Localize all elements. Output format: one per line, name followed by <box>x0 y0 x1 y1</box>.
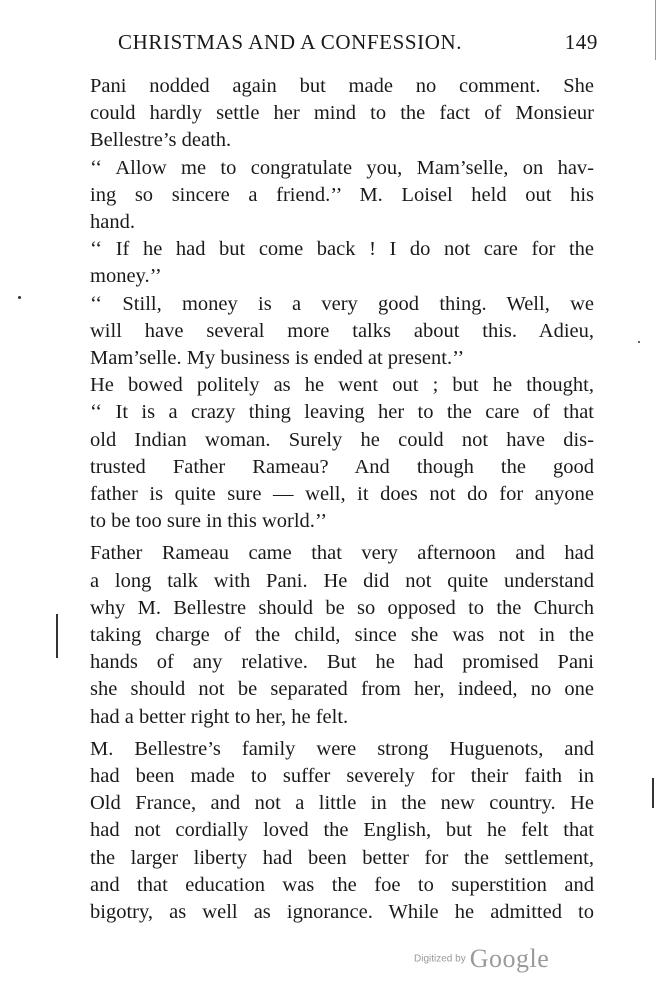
digitized-by-google-watermark <box>414 944 549 974</box>
paragraph-2 <box>68 155 594 237</box>
google-logo: Google <box>469 944 550 973</box>
page-number: 149 <box>564 30 598 54</box>
paragraph-1 <box>68 73 594 155</box>
text-line: bigotry, as well as ignorance. While he admitted to <box>90 901 594 924</box>
text-line: ing so sincere a friend.’’ M. Loisel held out his <box>90 183 594 206</box>
text-line: taking charge of the child, since she was not in the <box>90 624 594 647</box>
text-line: ‘‘ If he had but come back ! I do not care for the <box>90 238 594 261</box>
text-line: Old France, and not a little in the new country. He <box>90 792 594 815</box>
text-line: hand. <box>90 211 135 234</box>
text-line: ‘‘ It is a crazy thing leaving her to the care of that <box>90 401 594 424</box>
margin-pencil-line <box>56 614 58 658</box>
text-line: Mam’selle. My business is ended at present.’’ <box>90 347 465 370</box>
text-line: He bowed politely as he went out ; but he thought, <box>90 374 594 397</box>
body-text <box>68 73 594 926</box>
scan-speck <box>638 341 640 343</box>
text-line: ‘‘ Still, money is a very good thing. Well, we <box>90 292 594 315</box>
margin-pencil-line <box>652 778 654 808</box>
text-line: could hardly settle her mind to the fact of Monsieur <box>90 102 594 125</box>
text-line: had a better right to her, he felt. <box>90 705 349 728</box>
text-line: M. Bellestre’s family were strong Huguenots, and <box>90 737 594 760</box>
paragraph-7 <box>68 736 594 926</box>
paragraph-6 <box>68 540 594 730</box>
text-line: had been made to suffer severely for their faith in <box>90 765 594 788</box>
text-line: father is quite sure — well, it does not do for anyone <box>90 483 594 506</box>
scan-speck <box>18 296 21 299</box>
text-line: Pani nodded again but made no comment. She <box>90 75 594 97</box>
text-line: she should not be separated from her, indeed, no one <box>90 678 594 701</box>
text-line: money.’’ <box>90 265 162 288</box>
text-line: why M. Bellestre should be so opposed to the Church <box>90 596 594 619</box>
text-line: hands of any relative. But he had promised Pani <box>90 651 594 674</box>
running-header <box>118 30 598 55</box>
text-line: to be too sure in this world.’’ <box>90 510 328 533</box>
running-title: CHRISTMAS AND A CONFESSION. <box>118 30 463 54</box>
paragraph-5 <box>68 372 594 535</box>
paragraph-4 <box>68 291 594 373</box>
paragraph-3 <box>68 236 594 290</box>
text-line: the larger liberty had been better for the settlement, <box>90 846 594 869</box>
text-line: Bellestre’s death. <box>90 129 232 152</box>
text-line: had not cordially loved the English, but he felt that <box>90 819 594 842</box>
page-edge-line <box>655 0 656 60</box>
text-line: a long talk with Pani. He did not quite understand <box>90 569 594 592</box>
text-line: ‘‘ Allow me to congratulate you, Mam’selle, on hav- <box>90 156 594 179</box>
text-line: trusted Father Rameau? And though the good <box>90 455 594 478</box>
watermark-prefix: Digitized by <box>414 953 466 965</box>
text-line: will have several more talks about this. Adieu, <box>90 319 594 342</box>
text-line: old Indian woman. Surely he could not have dis- <box>90 428 594 451</box>
text-line: Father Rameau came that very afternoon and had <box>90 542 594 565</box>
text-line: and that education was the foe to superstition and <box>90 873 594 896</box>
